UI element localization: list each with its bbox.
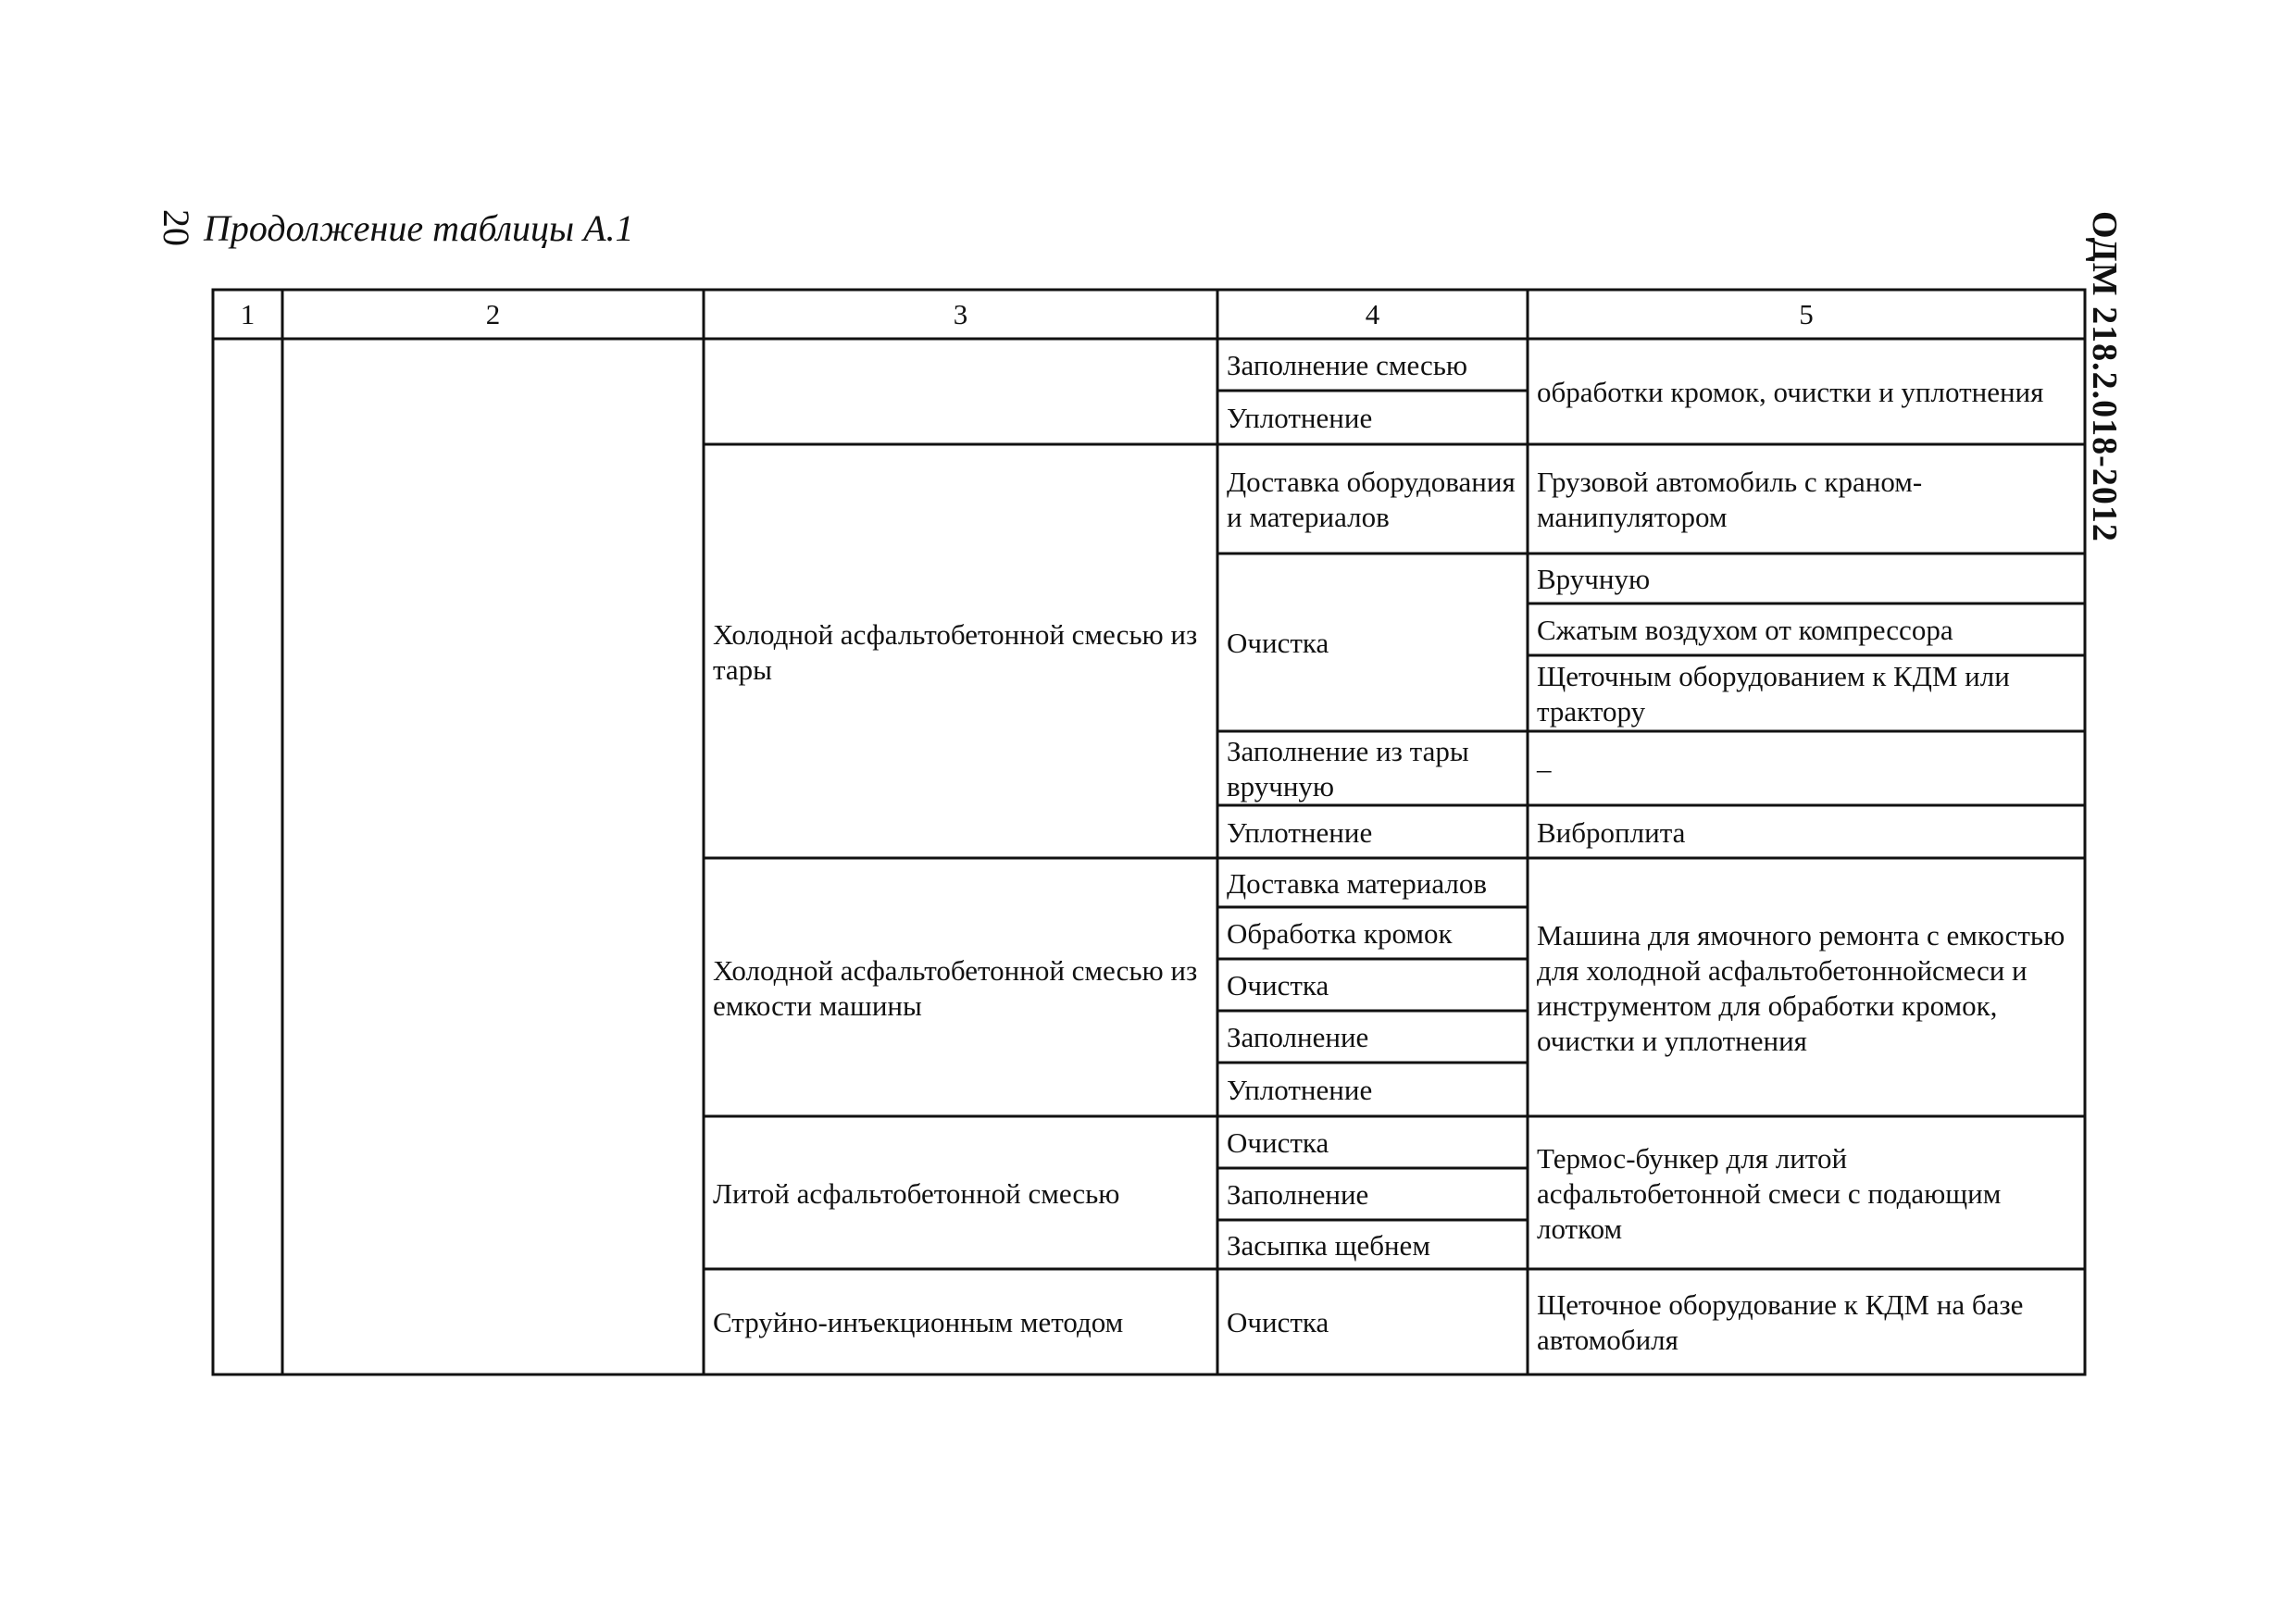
table-cell: Доставка материалов xyxy=(1227,866,1487,900)
table-cell: Очистка xyxy=(1227,969,1329,1001)
table-cell: Заполнение смесью xyxy=(1227,349,1468,381)
table-cell: Виброплита xyxy=(1537,815,1686,849)
table-cell: Струйно-инъекционным методом xyxy=(713,1306,1124,1338)
table-cell: Очистка xyxy=(1227,1126,1329,1159)
table-cell: Заполнение из тары вручную xyxy=(1227,735,1469,802)
table-cell: Обработка кромок xyxy=(1227,917,1453,950)
table-cell: Машина для ямочного ремонта с емкостью для холодной асфальтобетоннойсмеси и инструментом для обработки кромок, очистки и уплотнения xyxy=(1537,918,2065,1057)
table-cell: Холодной асфальтобетонной смесью из емкости машины xyxy=(713,953,1198,1022)
table-cell: обработки кромок, очистки и уплотнения xyxy=(1537,376,2044,408)
table-cell: Доставка оборудования и материалов xyxy=(1227,466,1516,533)
table-cell: Уплотнение xyxy=(1227,815,1373,849)
table-cell: Заполнение xyxy=(1227,1178,1369,1211)
table-cell: – xyxy=(1537,753,1552,785)
table-caption: Продолжение таблицы А.1 xyxy=(204,207,634,249)
table-cell: Очистка xyxy=(1227,1306,1329,1338)
table-cell: Сжатым воздухом от компрессора xyxy=(1537,614,1953,646)
header-col-3: 3 xyxy=(953,298,968,330)
table-cell: Термос-бункер для литой асфальтобетонной смеси с подающим лотком xyxy=(1537,1141,2002,1245)
table-cell: Щеточным оборудованием к КДМ или трактору xyxy=(1537,660,2010,728)
table-cell: Уплотнение xyxy=(1227,402,1373,434)
table-cell: Литой асфальтобетонной смесью xyxy=(713,1176,1120,1210)
table-cell: Очистка xyxy=(1227,627,1329,659)
header-col-2: 2 xyxy=(485,298,501,330)
page-number: 20 xyxy=(156,209,197,246)
table-cell: Грузовой автомобиль с краном-манипулятором xyxy=(1537,466,1923,533)
table-cell: Щеточное оборудование к КДМ на базе автомобиля xyxy=(1537,1288,2024,1356)
header-col-1: 1 xyxy=(240,298,256,330)
table-cell: Заполнение xyxy=(1227,1021,1369,1053)
table-cell: Уплотнение xyxy=(1227,1074,1373,1106)
header-col-4: 4 xyxy=(1365,298,1380,330)
table-cell: Засыпка щебнем xyxy=(1227,1228,1430,1262)
header-col-5: 5 xyxy=(1799,298,1814,330)
table-cell: Холодной асфальтобетонной смесью из тары xyxy=(713,617,1198,686)
table-cell: Вручную xyxy=(1537,563,1651,595)
document-code: ОДМ 218.2.018-2012 xyxy=(2085,211,2124,542)
